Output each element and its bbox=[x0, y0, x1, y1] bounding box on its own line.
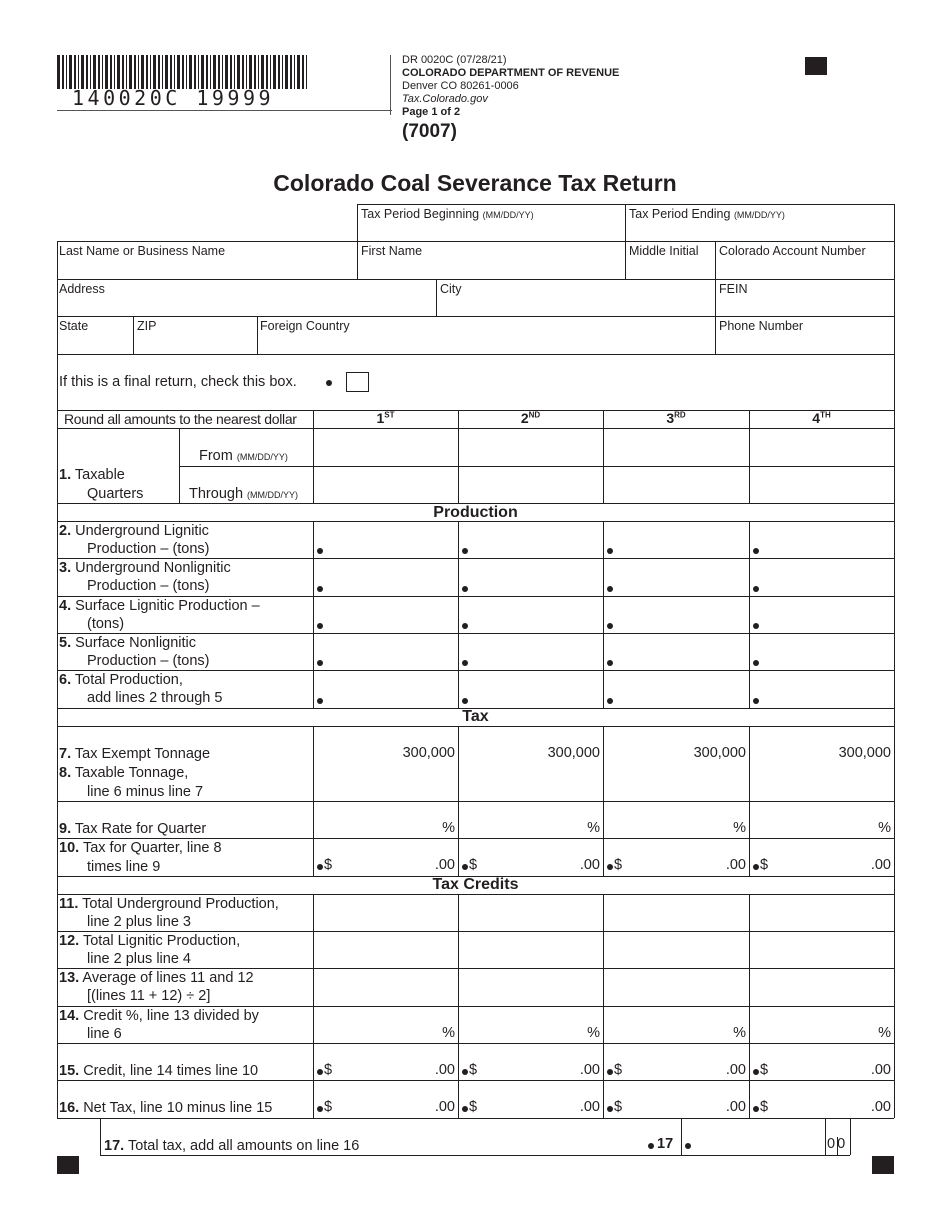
l15-q3-cents: .00 bbox=[725, 1062, 746, 1078]
l8-label: 8. Taxable Tonnage, line 6 minus line 7 bbox=[59, 765, 204, 800]
l11-q1-cell[interactable] bbox=[314, 895, 457, 931]
l5-q3-cell[interactable] bbox=[604, 634, 748, 670]
website: Tax.Colorado.gov bbox=[402, 93, 488, 105]
period-begin-field[interactable]: Tax Period Beginning (MM/DD/YY) bbox=[361, 207, 534, 221]
l12-q4-cell[interactable] bbox=[750, 932, 893, 968]
l10-q2-dollar: $ bbox=[469, 857, 478, 873]
l15-q3-dollar: $ bbox=[614, 1062, 623, 1078]
l15-q1-dollar: $ bbox=[324, 1062, 333, 1078]
l7-q4-cell[interactable] bbox=[750, 727, 893, 801]
l15-q4-cents: .00 bbox=[870, 1062, 891, 1078]
l14-q4-percent: % bbox=[878, 1025, 891, 1041]
l3-q3-bullet bbox=[607, 586, 613, 592]
l4-q2-bullet bbox=[462, 623, 468, 629]
foreign-country-field[interactable]: Foreign Country bbox=[260, 319, 350, 333]
department-name: COLORADO DEPARTMENT OF REVENUE bbox=[402, 67, 620, 79]
l4-q1-bullet bbox=[317, 623, 323, 629]
l4-q3-bullet bbox=[607, 623, 613, 629]
l2-q3-cell[interactable] bbox=[604, 522, 748, 558]
l12-label: 12. Total Lignitic Production, line 2 plus line 4 bbox=[59, 932, 241, 967]
l16-q2-dollar: $ bbox=[469, 1099, 478, 1115]
l13-q3-cell[interactable] bbox=[604, 969, 748, 1006]
final-return-label: If this is a final return, check this box. bbox=[59, 374, 297, 390]
column-header-q1: 1ST bbox=[376, 410, 395, 426]
l7-q3-cell[interactable] bbox=[604, 727, 748, 801]
l5-label: 5. Surface Nonlignitic Production – (tons) bbox=[59, 634, 210, 669]
l14-q1-percent: % bbox=[442, 1025, 455, 1041]
l16-label: 16. Net Tax, line 10 minus line 15 bbox=[59, 1100, 273, 1116]
l16-q2-cents: .00 bbox=[579, 1099, 600, 1115]
registration-mark bbox=[872, 1156, 894, 1174]
l3-q2-bullet bbox=[462, 586, 468, 592]
l13-q2-cell[interactable] bbox=[459, 969, 602, 1006]
l6-q3-bullet bbox=[607, 698, 613, 704]
line-1-label: 1. Taxable Quarters bbox=[59, 467, 144, 502]
l17-cents: 00 bbox=[827, 1136, 848, 1152]
l11-label: 11. Total Underground Production, line 2 plus line 3 bbox=[59, 895, 279, 930]
state-field[interactable]: State bbox=[59, 319, 89, 333]
l7-q1-value: 300,000 bbox=[402, 745, 455, 761]
l11-q2-cell[interactable] bbox=[459, 895, 602, 931]
l2-q1-bullet bbox=[317, 548, 323, 554]
l15-q4-dollar: $ bbox=[760, 1062, 769, 1078]
barcode-number: 140020C 19999 bbox=[72, 86, 275, 110]
l13-q4-cell[interactable] bbox=[750, 969, 893, 1006]
l3-q2-cell[interactable] bbox=[459, 559, 602, 596]
zip-field[interactable]: ZIP bbox=[137, 319, 157, 333]
l4-q4-cell[interactable] bbox=[750, 597, 893, 633]
l5-q1-bullet bbox=[317, 660, 323, 666]
column-header-q4: 4TH bbox=[812, 410, 831, 426]
department-address: Denver CO 80261-0006 bbox=[402, 80, 519, 92]
phone-field[interactable]: Phone Number bbox=[719, 319, 804, 333]
l5-q1-cell[interactable] bbox=[314, 634, 457, 670]
l16-q4-dollar: $ bbox=[760, 1099, 769, 1115]
header-divider bbox=[390, 55, 391, 115]
form-code: (7007) bbox=[402, 121, 457, 142]
l17-label: 17. Total tax, add all amounts on line 16 bbox=[104, 1138, 360, 1154]
l6-q1-bullet bbox=[317, 698, 323, 704]
l10-q4-dollar: $ bbox=[760, 857, 769, 873]
l12-q2-cell[interactable] bbox=[459, 932, 602, 968]
l6-q2-cell[interactable] bbox=[459, 671, 602, 708]
l10-q2-cents: .00 bbox=[579, 857, 600, 873]
l4-q2-cell[interactable] bbox=[459, 597, 602, 633]
address-field[interactable]: Address bbox=[59, 282, 105, 296]
registration-mark bbox=[57, 1156, 79, 1174]
l6-q1-cell[interactable] bbox=[314, 671, 457, 708]
round-note: Round all amounts to the nearest dollar bbox=[64, 411, 297, 427]
l15-q1-cents: .00 bbox=[434, 1062, 455, 1078]
l10-label: 10. Tax for Quarter, line 8 times line 9 bbox=[59, 840, 222, 875]
l5-q2-cell[interactable] bbox=[459, 634, 602, 670]
l14-q3-percent: % bbox=[733, 1025, 746, 1041]
l14-label: 14. Credit %, line 13 divided by line 6 bbox=[59, 1007, 259, 1042]
l12-q3-cell[interactable] bbox=[604, 932, 748, 968]
l3-q1-cell[interactable] bbox=[314, 559, 457, 596]
through-label: Through (MM/DD/YY) bbox=[189, 486, 299, 502]
l10-q1-cents: .00 bbox=[434, 857, 455, 873]
l3-label: 3. Underground Nonlignitic Production – (tons) bbox=[59, 559, 231, 594]
l6-q4-cell[interactable] bbox=[750, 671, 893, 708]
column-header-q2: 2ND bbox=[520, 410, 541, 426]
registration-mark bbox=[805, 57, 827, 75]
l4-q4-bullet bbox=[753, 623, 759, 629]
l6-q3-cell[interactable] bbox=[604, 671, 748, 708]
l15-q2-cents: .00 bbox=[579, 1062, 600, 1078]
section-credits: Tax Credits bbox=[432, 876, 519, 893]
l7-label: 7. Tax Exempt Tonnage bbox=[59, 746, 211, 762]
l13-label: 13. Average of lines 11 and 12 [(lines 11 + 12) ÷ 2] bbox=[59, 969, 254, 1004]
bullet-icon bbox=[326, 380, 332, 386]
l7-q3-value: 300,000 bbox=[693, 745, 746, 761]
page-title: Colorado Coal Severance Tax Return bbox=[273, 170, 677, 196]
l5-q4-bullet bbox=[753, 660, 759, 666]
l5-q2-bullet bbox=[462, 660, 468, 666]
l2-q2-bullet bbox=[462, 548, 468, 554]
section-tax: Tax bbox=[462, 708, 489, 725]
l9-q4-percent: % bbox=[878, 820, 891, 836]
l17-bullet bbox=[648, 1143, 654, 1149]
l9-label: 9. Tax Rate for Quarter bbox=[59, 821, 207, 837]
l6-label: 6. Total Production, add lines 2 through 5 bbox=[59, 671, 223, 706]
l2-q1-cell[interactable] bbox=[314, 522, 457, 558]
l17-value-bullet bbox=[685, 1143, 691, 1149]
l14-q2-percent: % bbox=[587, 1025, 600, 1041]
fein-field[interactable]: FEIN bbox=[719, 282, 748, 296]
section-production: Production bbox=[433, 504, 518, 521]
l17-marker: 17 bbox=[657, 1136, 674, 1152]
period-end-field[interactable]: Tax Period Ending (MM/DD/YY) bbox=[629, 207, 785, 221]
header-rule bbox=[57, 110, 392, 111]
l7-q4-value: 300,000 bbox=[838, 745, 891, 761]
l10-q1-dollar: $ bbox=[324, 857, 333, 873]
middle-initial-field[interactable]: Middle Initial bbox=[629, 244, 699, 258]
l16-q4-cents: .00 bbox=[870, 1099, 891, 1115]
l16-q3-dollar: $ bbox=[614, 1099, 623, 1115]
l17-total-input[interactable] bbox=[692, 1119, 824, 1155]
l7-q2-value: 300,000 bbox=[547, 745, 600, 761]
l2-q4-cell[interactable] bbox=[750, 522, 893, 558]
l3-q1-bullet bbox=[317, 586, 323, 592]
l4-label: 4. Surface Lignitic Production – (tons) bbox=[59, 597, 260, 632]
l5-q4-cell[interactable] bbox=[750, 634, 893, 670]
l2-label: 2. Underground Lignitic Production – (tons) bbox=[59, 522, 210, 557]
account-number-field[interactable]: Colorado Account Number bbox=[719, 244, 866, 258]
l7-q2-cell[interactable] bbox=[459, 727, 602, 801]
l3-q4-bullet bbox=[753, 586, 759, 592]
column-header-q3: 3RD bbox=[666, 410, 686, 426]
l13-q1-cell[interactable] bbox=[314, 969, 457, 1006]
form-id: DR 0020C (07/28/21) bbox=[402, 54, 507, 66]
first-name-field[interactable]: First Name bbox=[361, 244, 423, 258]
l16-q1-dollar: $ bbox=[324, 1099, 333, 1115]
city-field[interactable]: City bbox=[440, 282, 462, 296]
l10-q3-dollar: $ bbox=[614, 857, 623, 873]
l6-q4-bullet bbox=[753, 698, 759, 704]
page-indicator: Page 1 of 2 bbox=[402, 106, 461, 118]
l4-q3-cell[interactable] bbox=[604, 597, 748, 633]
l5-q3-bullet bbox=[607, 660, 613, 666]
form-header bbox=[402, 54, 619, 119]
l2-q3-bullet bbox=[607, 548, 613, 554]
l9-q2-percent: % bbox=[587, 820, 600, 836]
l16-q1-cents: .00 bbox=[434, 1099, 455, 1115]
from-label: From (MM/DD/YY) bbox=[199, 448, 288, 464]
l3-q3-cell[interactable] bbox=[604, 559, 748, 596]
l9-q1-percent: % bbox=[442, 820, 455, 836]
final-return-checkbox[interactable] bbox=[346, 372, 369, 392]
l10-q3-cents: .00 bbox=[725, 857, 746, 873]
l2-q2-cell[interactable] bbox=[459, 522, 602, 558]
l9-q3-percent: % bbox=[733, 820, 746, 836]
l15-q2-dollar: $ bbox=[469, 1062, 478, 1078]
l2-q4-bullet bbox=[753, 548, 759, 554]
l6-q2-bullet bbox=[462, 698, 468, 704]
l16-q3-cents: .00 bbox=[725, 1099, 746, 1115]
l15-label: 15. Credit, line 14 times line 10 bbox=[59, 1063, 259, 1079]
l11-q4-cell[interactable] bbox=[750, 895, 893, 931]
last-name-field[interactable]: Last Name or Business Name bbox=[59, 244, 226, 258]
l10-q4-cents: .00 bbox=[870, 857, 891, 873]
l12-q1-cell[interactable] bbox=[314, 932, 457, 968]
l3-q4-cell[interactable] bbox=[750, 559, 893, 596]
l11-q3-cell[interactable] bbox=[604, 895, 748, 931]
l4-q1-cell[interactable] bbox=[314, 597, 457, 633]
l7-q1-cell[interactable] bbox=[314, 727, 457, 801]
